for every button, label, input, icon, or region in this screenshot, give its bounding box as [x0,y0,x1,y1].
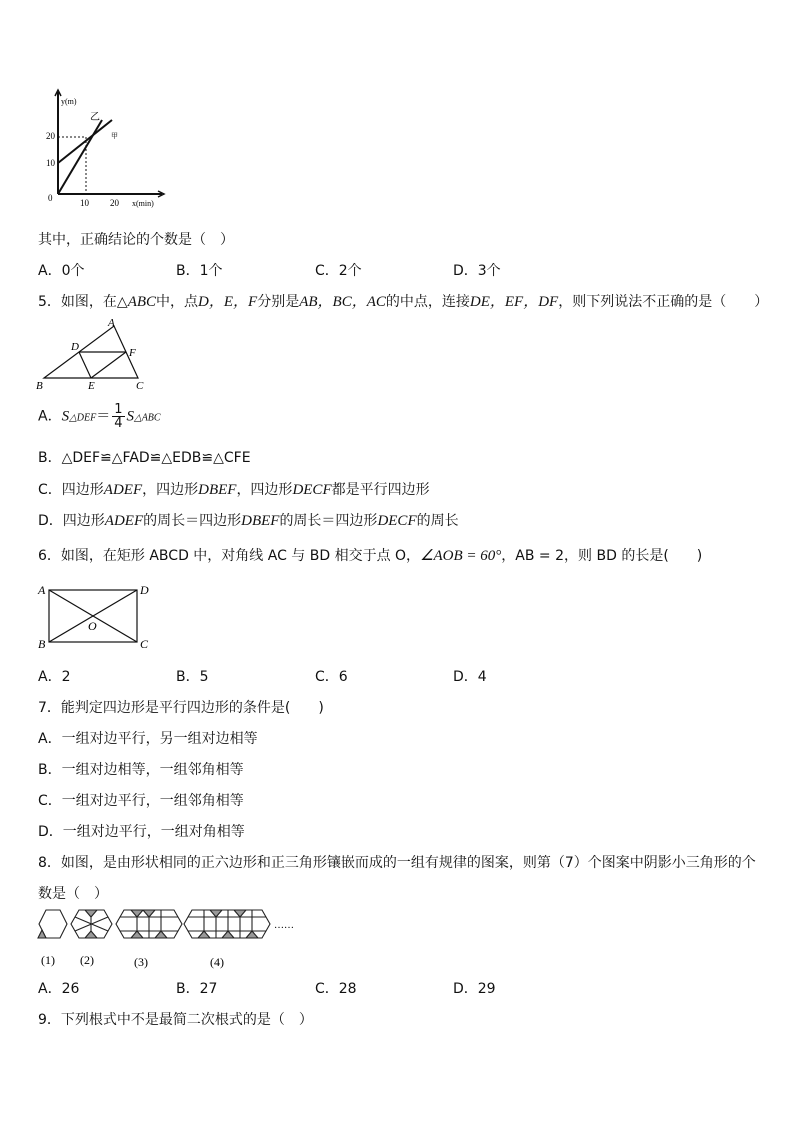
y-tick-20: 20 [46,131,55,141]
q4-option-b[interactable]: B．1个 [176,263,223,279]
q7-option-b[interactable]: B．一组对边相等，一组邻角相等 [38,762,244,778]
q4-graph [40,82,170,212]
label-D: D [140,583,149,597]
pattern-label-4: (4) [210,955,224,969]
q6-option-d[interactable]: D．4 [453,669,487,685]
x-tick-10: 10 [80,198,89,208]
label-D: D [71,341,79,353]
q6-option-a[interactable]: A．2 [38,669,71,685]
label-A: A [38,583,46,597]
pattern-label-1: (1) [41,953,55,967]
label-E: E [88,380,95,392]
q8-option-c[interactable]: C．28 [315,981,357,997]
label-jia: 甲 [111,132,118,140]
pattern-label-2: (2) [80,953,94,967]
label-C: C [136,380,144,392]
q6-option-b[interactable]: B．5 [176,669,209,685]
q5-option-b[interactable]: B．△DEF≌△FAD≌△EDB≌△CFE [38,450,251,466]
pattern-label-3: (3) [134,955,148,969]
q7-stem: 7．能判定四边形是平行四边形的条件是( ) [38,700,324,716]
q8-option-b[interactable]: B．27 [176,981,218,997]
q4-stem-end: 其中，正确结论的个数是（ ） [38,232,234,248]
pattern-ellipsis: …… [274,920,294,931]
q4-option-a[interactable]: A．0个 [38,263,85,279]
q4-option-c[interactable]: C．2个 [315,263,362,279]
q7-option-c[interactable]: C．一组对边平行，一组邻角相等 [38,793,244,809]
label-B: B [38,637,46,651]
q5-option-a[interactable]: A．S△DEF＝ $\frac{1}{4}$ S△ABC [38,402,161,431]
x-tick-20: 20 [110,198,119,208]
q5-triangle-figure [34,316,154,394]
q5-option-c[interactable]: C．四边形ADEF，四边形DBEF，四边形DECF都是平行四边形 [38,482,430,498]
q5-option-d[interactable]: D．四边形ADEF的周长＝四边形DBEF的周长＝四边形DECF的周长 [38,513,459,529]
q6-rectangle-figure [36,580,156,652]
y-axis-label: y(m) [61,97,77,106]
q8-stem-line1: 8．如图，是由形状相同的正六边形和正三角形镶嵌而成的一组有规律的图案，则第（7）个图案中阴影小三角形的个 [38,855,756,871]
line-jia [58,120,112,163]
y-tick-0: 0 [48,193,53,203]
q6-option-c[interactable]: C．6 [315,669,348,685]
label-C: C [140,637,149,651]
q6-stem: 6．如图，在矩形 ABCD 中，对角线 AC 与 BD 相交于点 O，∠AOB = 60°，AB = 2，则 BD 的长是( ) [38,548,703,564]
q8-stem-line2: 数是（ ） [38,886,108,902]
q8-option-a[interactable]: A．26 [38,981,80,997]
q4-option-d[interactable]: D．3个 [453,263,501,279]
q5-stem: 5．如图，在△ABC中，点D，E，F分别是AB，BC，AC的中点，连接DE，EF，DF，则下列说法不正确的是（ ） [38,294,769,310]
q7-option-a[interactable]: A．一组对边平行，另一组对边相等 [38,731,258,747]
q9-stem: 9．下列根式中不是最简二次根式的是（ ） [38,1012,313,1028]
label-F: F [129,347,136,359]
label-A: A [108,317,115,329]
y-tick-10: 10 [46,158,55,168]
label-B: B [36,380,43,392]
q8-pattern-figure [34,906,304,972]
x-axis-label: x(min) [132,199,154,208]
q7-option-d[interactable]: D．一组对边平行，一组对角相等 [38,824,245,840]
label-O: O [88,619,97,633]
label-yi: 乙 [90,112,100,123]
q8-option-d[interactable]: D．29 [453,981,496,997]
